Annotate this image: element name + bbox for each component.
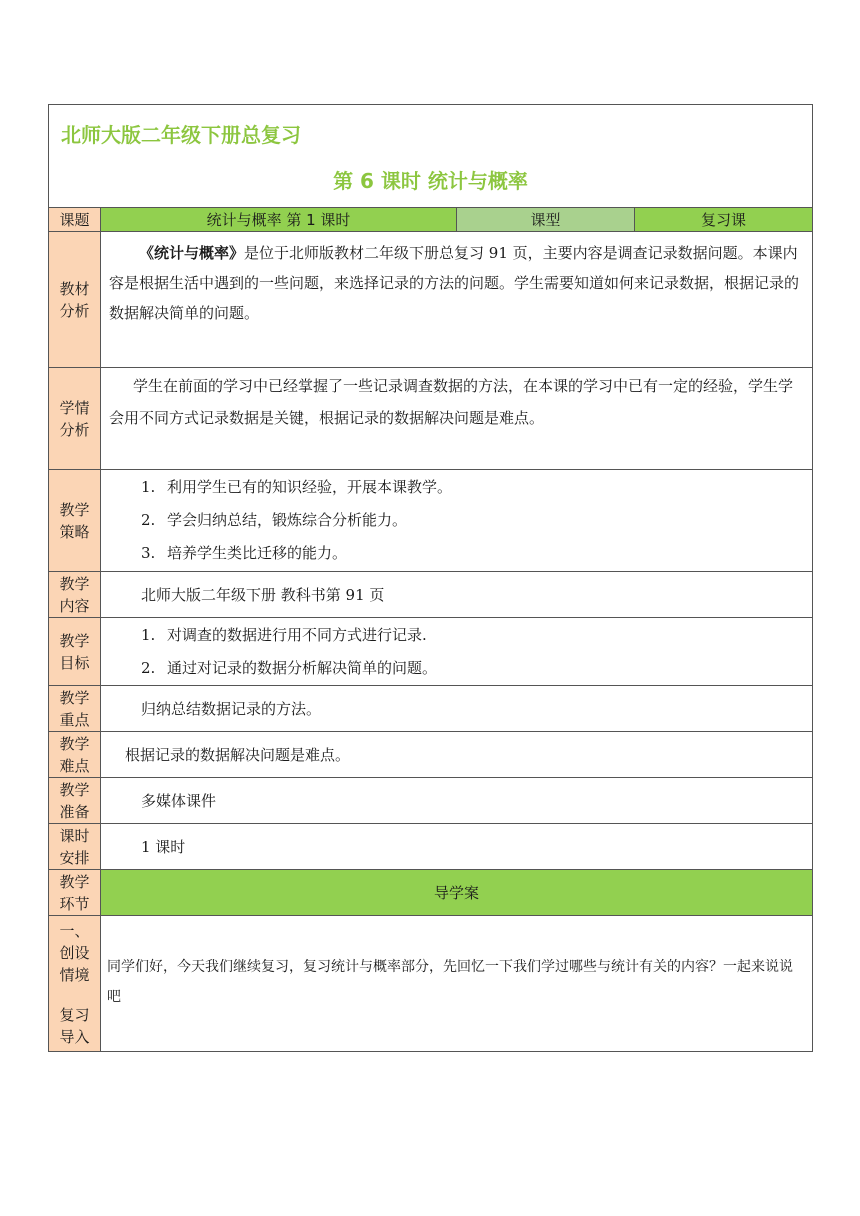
key-point-text: 归纳总结数据记录的方法。: [101, 686, 813, 732]
lesson-plan-table: [48, 104, 813, 1052]
prep-label: [49, 778, 101, 824]
label-line: 情境: [59, 965, 90, 984]
intro-label: [49, 916, 101, 1052]
label-line: 学情: [59, 398, 90, 417]
strategy-label: [49, 470, 101, 572]
label-line: 内容: [59, 596, 90, 615]
label-line: 复习: [59, 1005, 90, 1024]
goals-label: [49, 618, 101, 686]
item-text: 学会归纳总结，锻炼综合分析能力。: [167, 511, 408, 529]
label-line: 安排: [59, 848, 90, 867]
label-line: 教学: [59, 872, 90, 891]
item-text: 培养学生类比迁移的能力。: [167, 544, 348, 562]
learners-label: [49, 368, 101, 470]
learners-text: 学生在前面的学习中已经掌握了一些记录调查数据的方法，在本课的学习中已有一定的经验，学生学会用不同方式记录数据是关键，根据记录的数据解决问题是难点。: [109, 377, 794, 427]
type-label: 课型: [457, 208, 635, 232]
topic-value: 统计与概率 第 1 课时: [101, 208, 457, 232]
list-item: [101, 504, 812, 537]
label-line: 策略: [59, 522, 90, 541]
phase-label: [49, 870, 101, 916]
analysis-cell: [101, 232, 813, 368]
label-line: 重点: [59, 710, 90, 729]
topic-label: 课题: [49, 208, 101, 232]
item-number: 3.: [141, 544, 156, 562]
phase-value: 导学案: [101, 870, 813, 916]
label-line: 一、: [59, 921, 90, 940]
content-text: 北师大版二年级下册 教科书第 91 页: [101, 572, 813, 618]
document-title: 北师大版二年级下册总复习: [61, 123, 301, 147]
label-line: 环节: [59, 894, 90, 913]
list-item: [101, 619, 812, 652]
item-number: 1.: [141, 625, 156, 644]
schedule-text: 1 课时: [101, 824, 813, 870]
label-line: 教学: [59, 780, 90, 799]
analysis-label: [49, 232, 101, 368]
intro-text: 同学们好，今天我们继续复习，复习统计与概率部分，先回忆一下我们学过哪些与统计有关的内容？一起来说说吧: [107, 959, 793, 1005]
prep-text: 多媒体课件: [101, 778, 813, 824]
book-title: 《统计与概率》: [139, 244, 245, 262]
item-text: 通过对记录的数据分析解决简单的问题。: [167, 658, 438, 677]
schedule-label: [49, 824, 101, 870]
intro-cell: [101, 916, 813, 1052]
list-item: [101, 652, 812, 685]
label-line: 教学: [59, 500, 90, 519]
label-line: 教学: [59, 688, 90, 707]
item-number: 1.: [141, 478, 156, 496]
label-line: 教学: [59, 734, 90, 753]
item-text: 利用学生已有的知识经验，开展本课教学。: [167, 478, 453, 496]
learners-cell: [101, 368, 813, 470]
label-line: 分析: [59, 420, 90, 439]
item-text: 对调查的数据进行用不同方式进行记录.: [167, 625, 427, 644]
difficulty-label: [49, 732, 101, 778]
label-line: 分析: [59, 301, 90, 320]
label-line: 教学: [59, 631, 90, 650]
goals-cell: [101, 618, 813, 686]
label-line: 教材: [59, 279, 90, 298]
content-label: [49, 572, 101, 618]
difficulty-text: 根据记录的数据解决问题是难点。: [101, 732, 813, 778]
label-spacer: [49, 986, 100, 1004]
label-line: 难点: [59, 756, 90, 775]
type-value: 复习课: [635, 208, 813, 232]
label-line: 准备: [59, 802, 90, 821]
header-cell: [49, 105, 813, 208]
label-line: 导入: [59, 1027, 90, 1046]
label-line: 创设: [59, 943, 90, 962]
strategy-cell: [101, 470, 813, 572]
analysis-text: [101, 238, 812, 328]
label-line: 目标: [59, 653, 90, 672]
key-point-label: [49, 686, 101, 732]
lesson-plan-page: [48, 104, 812, 1052]
list-item: [101, 471, 812, 504]
item-number: 2.: [141, 658, 156, 677]
list-item: [101, 537, 812, 570]
label-line: 课时: [59, 826, 90, 845]
lesson-title: 第 6 课时 统计与概率: [333, 169, 528, 193]
analysis-body: 是位于北师版教材二年级下册总复习 91 页，主要内容是调查记录数据问题。本课内容是根据生活中遇到的一些问题，来选择记录的方法的问题。学生需要知道如何来记录数据，根据记录的数据解决简单的问题。: [109, 244, 800, 322]
label-line: 教学: [59, 574, 90, 593]
item-number: 2.: [141, 511, 156, 529]
